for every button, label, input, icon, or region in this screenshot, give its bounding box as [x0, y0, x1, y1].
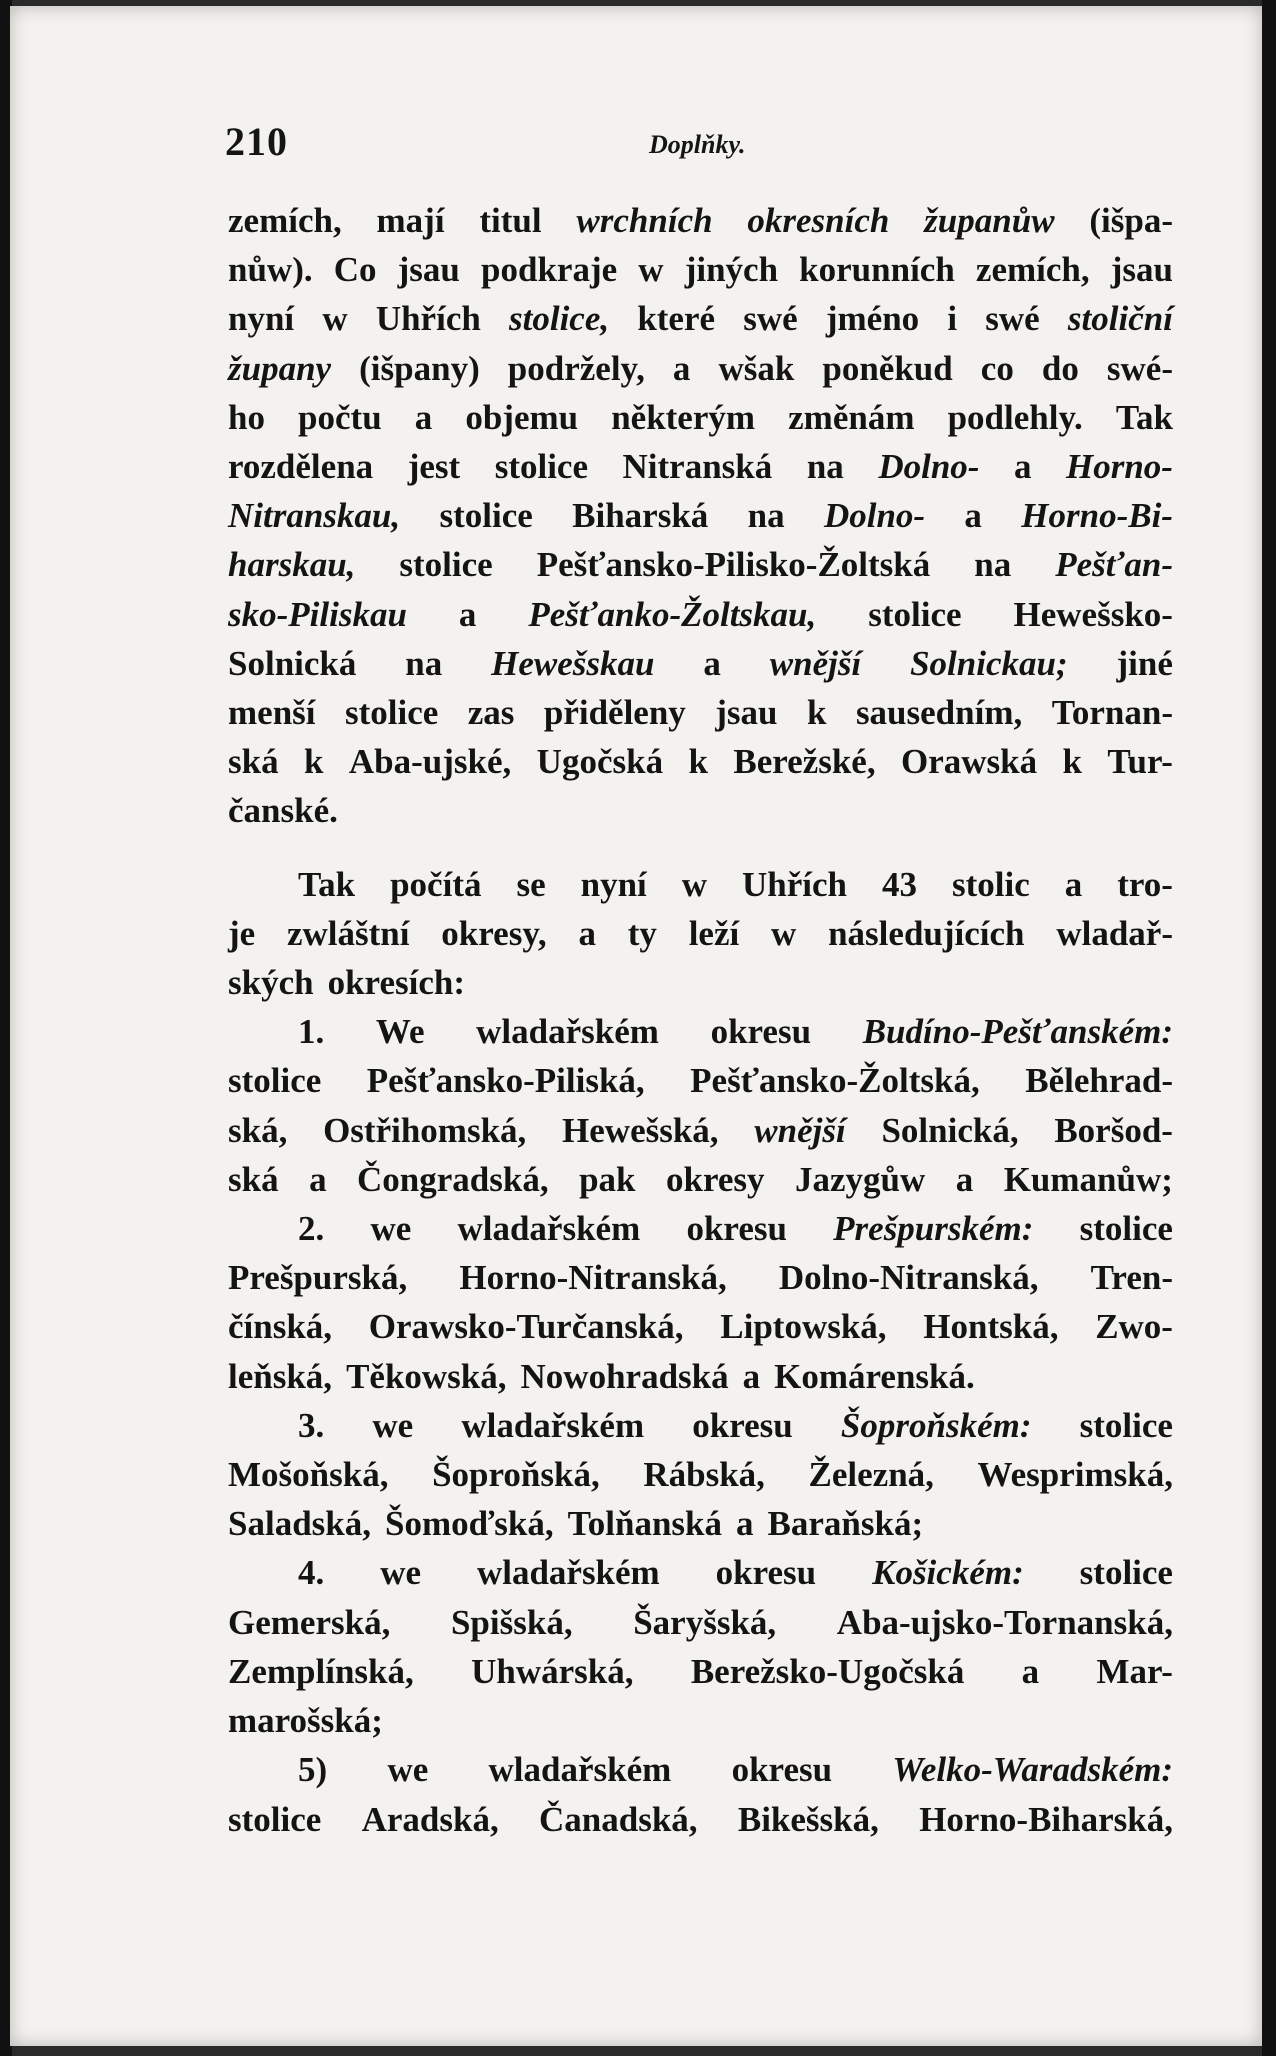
word: Berežské,: [733, 742, 876, 782]
text-line: [228, 491, 1173, 540]
text-line: [228, 1056, 1173, 1105]
word: následujících: [828, 913, 1025, 953]
word: Tornan-: [1051, 693, 1173, 733]
word: 43: [882, 864, 917, 904]
word: Dolno-: [878, 447, 980, 487]
word: a: [1021, 1651, 1040, 1691]
word: wrchních: [576, 201, 713, 240]
word: Tak: [298, 864, 356, 904]
word: Nitranskau,: [228, 496, 401, 536]
word: Horno-Nitranská,: [459, 1258, 727, 1298]
word: 3.: [298, 1405, 325, 1445]
word: Prešpurská,: [228, 1258, 408, 1298]
word: zemích,: [975, 250, 1090, 290]
word: ská: [228, 1159, 279, 1199]
word: Pešťanko-Žoltskau,: [528, 594, 817, 634]
text-line: [228, 639, 1173, 688]
word: a: [578, 913, 596, 953]
word: nyní: [228, 299, 295, 339]
word: Nowohradská: [520, 1356, 729, 1396]
word: Šaryšská,: [633, 1602, 777, 1642]
word: wnější: [769, 643, 862, 683]
word: Těkowská,: [346, 1356, 507, 1396]
word: Tak: [1115, 397, 1173, 437]
word: stolic: [951, 864, 1030, 904]
word: zas: [467, 693, 515, 733]
word: Pešťansko-Piliská,: [366, 1061, 645, 1101]
word: Zwo-: [1095, 1307, 1173, 1347]
text-line: [228, 860, 1173, 909]
word: Kumanůw;: [1003, 1159, 1173, 1199]
word: a: [309, 1159, 327, 1199]
word: Horno-Biharská,: [919, 1799, 1173, 1839]
word: pak: [579, 1159, 636, 1199]
word: a: [964, 496, 982, 536]
word: 2.: [298, 1209, 325, 1249]
word: Hontská,: [923, 1307, 1059, 1347]
word: jiných: [684, 250, 779, 290]
word: Orawská: [901, 742, 1038, 782]
word: Co: [333, 250, 377, 290]
word: Bikešská,: [737, 1799, 879, 1839]
word: jsau: [397, 250, 460, 290]
body-text: [228, 196, 1173, 1844]
word: ských: [228, 963, 314, 1003]
word: Baraňská;: [767, 1504, 924, 1544]
word: wladařském: [488, 1750, 672, 1790]
word: okresu: [710, 1012, 812, 1052]
text-line: [228, 1745, 1173, 1794]
word: Solnická: [228, 643, 357, 683]
word: čanské.: [228, 791, 338, 831]
text-line: [228, 1795, 1173, 1844]
word: k: [807, 693, 827, 733]
word: nyní: [580, 864, 647, 904]
word: a: [672, 348, 691, 388]
word: okresu: [692, 1405, 793, 1445]
word: které: [637, 299, 716, 339]
word: leňská,: [228, 1356, 333, 1396]
word: okresy: [665, 1159, 765, 1199]
word: podkraje: [481, 250, 618, 290]
word: Uhřích: [375, 299, 481, 339]
word: menší: [228, 693, 316, 733]
word: na: [974, 545, 1012, 585]
word: na: [747, 496, 785, 536]
word: Zemplínská,: [228, 1651, 414, 1691]
word: Hewešskau: [491, 643, 655, 683]
word: rozdělena: [228, 447, 374, 487]
word: Mar-: [1096, 1651, 1173, 1691]
text-line: [228, 1647, 1173, 1696]
word: we: [380, 1553, 421, 1593]
word: župany: [228, 348, 332, 388]
word: Čongradská,: [357, 1159, 549, 1199]
word: okresích:: [327, 963, 465, 1003]
word: změnám: [788, 397, 915, 437]
word: okresních: [747, 201, 890, 240]
text-line: [228, 1548, 1173, 1597]
word: ty: [627, 913, 657, 953]
word: na: [806, 447, 844, 487]
word: stolice: [1079, 1405, 1173, 1445]
word: swé: [985, 299, 1040, 339]
word: 4.: [298, 1553, 325, 1593]
word: 5): [298, 1750, 328, 1790]
word: jméno: [825, 299, 920, 339]
word: Mošoňská,: [228, 1455, 389, 1495]
word: stolice: [439, 496, 533, 536]
word: počítá: [390, 864, 482, 904]
word: w: [322, 299, 348, 339]
word: Horno-Bi-: [1021, 496, 1173, 536]
word: Tolňanská: [567, 1504, 723, 1544]
word: Berežsko-Ugočská: [690, 1651, 965, 1691]
page-number: 210: [225, 119, 288, 164]
word: jest: [407, 447, 461, 487]
word: a: [955, 1159, 974, 1199]
text-line: [228, 442, 1173, 491]
word: Welko-Waradském:: [892, 1750, 1173, 1790]
word: marošská;: [228, 1701, 383, 1741]
word: wladař-: [1056, 913, 1173, 953]
word: Hewešsko-: [1013, 594, 1173, 634]
text-line: [228, 540, 1173, 589]
word: wnější: [754, 1110, 846, 1150]
word: Horno-: [1066, 447, 1173, 487]
word: we: [370, 1209, 412, 1249]
word: stoliční: [1067, 299, 1173, 339]
text-line: [228, 344, 1173, 393]
word: Komárenská.: [774, 1356, 975, 1396]
word: k: [688, 742, 708, 782]
word: Ostřihomská,: [323, 1110, 527, 1150]
text-line: [228, 196, 1173, 245]
word: jsau: [1110, 250, 1173, 290]
text-line: [228, 1007, 1173, 1056]
word: a: [703, 643, 721, 683]
word: Prešpurském:: [833, 1209, 1034, 1249]
word: Železná,: [808, 1455, 934, 1495]
text-line: [228, 1450, 1173, 1499]
word: harskau,: [228, 545, 356, 585]
word: wladařském: [476, 1012, 659, 1052]
word: ho: [228, 397, 265, 437]
word: Wesprimská,: [977, 1455, 1173, 1495]
word: sko-Piliskau: [228, 594, 407, 634]
word: na: [405, 643, 443, 683]
word: do: [1041, 348, 1079, 388]
text-line: [228, 1106, 1173, 1155]
word: podlehly.: [947, 397, 1083, 437]
word: okresu: [715, 1553, 817, 1593]
text-line: [228, 688, 1173, 737]
word: wladařském: [476, 1553, 660, 1593]
word: a: [1013, 447, 1032, 487]
word: swé: [743, 299, 798, 339]
word: wladařském: [461, 1405, 645, 1445]
word: Rábská,: [643, 1455, 765, 1495]
word: stolice: [228, 1061, 322, 1101]
word: Aba-ujsko-Tornanská,: [836, 1602, 1173, 1642]
word: Dolno-: [823, 496, 926, 536]
word: we: [387, 1750, 429, 1790]
word: w: [638, 250, 664, 290]
text-line: [228, 786, 1173, 835]
word: stolice: [399, 545, 493, 585]
word: mají: [376, 201, 445, 240]
word: Biharská: [572, 496, 709, 536]
word: podržely,: [507, 348, 645, 388]
word: k: [1062, 742, 1082, 782]
word: Uhwárská,: [471, 1651, 634, 1691]
word: Saladská,: [228, 1504, 371, 1544]
text-line: [228, 1696, 1173, 1745]
word: leží: [688, 913, 740, 953]
word: zemích,: [228, 201, 342, 240]
word: Pešťansko-Žoltská,: [690, 1061, 980, 1101]
word: Boršod-: [1054, 1110, 1173, 1150]
word: a: [742, 1356, 761, 1396]
word: i: [947, 299, 958, 339]
word: stolice: [1079, 1553, 1173, 1593]
word: a: [736, 1504, 754, 1544]
word: okresu: [686, 1209, 787, 1249]
word: Tur-: [1107, 742, 1173, 782]
word: swé-: [1106, 348, 1173, 388]
word: Hewešská,: [562, 1110, 719, 1150]
word: okresu: [731, 1750, 833, 1790]
text-line: [228, 1401, 1173, 1450]
text-line: [228, 1253, 1173, 1302]
word: objemu: [465, 397, 579, 437]
word: a: [458, 594, 477, 634]
word: Ugočská: [536, 742, 664, 782]
word: se: [516, 864, 546, 904]
word: Aradská,: [361, 1799, 499, 1839]
word: nůw).: [228, 250, 313, 290]
word: Jazygůw: [794, 1159, 926, 1199]
word: titul: [479, 201, 542, 240]
text-line: [228, 1155, 1173, 1204]
word: stolice: [494, 447, 588, 487]
word: některým: [611, 397, 756, 437]
word: Šoproňská,: [432, 1455, 600, 1495]
word: Bělehrad-: [1025, 1061, 1173, 1101]
word: wladařském: [457, 1209, 641, 1249]
word: 1.: [298, 1012, 325, 1052]
scan-border-right: [1262, 0, 1276, 2056]
text-line: [228, 958, 1173, 1007]
word: co: [980, 348, 1014, 388]
word: a: [1064, 864, 1083, 904]
word: korunních: [799, 250, 955, 290]
word: stolice: [868, 594, 962, 634]
running-head: Doplňky.: [649, 130, 746, 159]
word: Pešťansko-Pilisko-Žoltská: [536, 545, 931, 585]
word: wšak: [718, 348, 795, 388]
word: k: [304, 742, 324, 782]
word: Pešťan-: [1055, 545, 1173, 585]
word: Šomoďská,: [385, 1504, 554, 1544]
word: Solnickau;: [910, 643, 1068, 683]
word: stolice: [228, 1799, 322, 1839]
word: w: [771, 913, 797, 953]
word: stolice: [1079, 1209, 1173, 1249]
word: poněkud: [822, 348, 953, 388]
word: Budíno-Pešťanském:: [862, 1012, 1173, 1052]
text-line: [228, 1204, 1173, 1253]
word: čínská,: [228, 1307, 333, 1347]
text-line: [228, 294, 1173, 343]
word: sausedním,: [855, 693, 1023, 733]
word: je: [228, 913, 256, 953]
text-line: [228, 909, 1173, 958]
text-line: [228, 590, 1173, 639]
word: počtu: [298, 397, 382, 437]
text-line: [228, 1499, 1173, 1548]
word: ská: [228, 742, 279, 782]
word: stolice,: [509, 299, 610, 339]
word: Nitranská: [622, 447, 773, 487]
word: (išpa-: [1089, 201, 1173, 240]
word: We: [375, 1012, 425, 1052]
text-line: [228, 1598, 1173, 1647]
word: županůw: [924, 201, 1055, 240]
text-line: [228, 393, 1173, 442]
text-line: [228, 245, 1173, 294]
word: přiděleny: [543, 693, 686, 733]
word: ská,: [228, 1110, 288, 1150]
word: Orawsko-Turčanská,: [368, 1307, 684, 1347]
word: Dolno-Nitranská,: [778, 1258, 1039, 1298]
word: jiné: [1116, 643, 1173, 683]
word: Liptowská,: [720, 1307, 887, 1347]
word: jsau: [715, 693, 778, 733]
paragraph-gap: [228, 836, 1173, 860]
word: w: [681, 864, 708, 904]
word: Gemerská,: [228, 1602, 391, 1642]
word: stolice: [344, 693, 439, 733]
text-line: [228, 1352, 1173, 1401]
word: Solnická,: [881, 1110, 1019, 1150]
word: zwláštní: [287, 913, 410, 953]
page-header: [225, 118, 1175, 168]
word: (išpany): [359, 348, 480, 388]
text-line: [228, 1302, 1173, 1351]
word: Čanadská,: [539, 1799, 698, 1839]
word: Košickém:: [872, 1553, 1024, 1593]
word: Tren-: [1090, 1258, 1173, 1298]
word: we: [372, 1405, 414, 1445]
text-line: [228, 737, 1173, 786]
word: okresy,: [441, 913, 547, 953]
word: Uhřích: [742, 864, 848, 904]
word: Spišská,: [450, 1602, 573, 1642]
word: Šoproňském:: [840, 1405, 1032, 1445]
word: tro-: [1117, 864, 1173, 904]
word: Aba-ujské,: [348, 742, 512, 782]
word: a: [414, 397, 433, 437]
